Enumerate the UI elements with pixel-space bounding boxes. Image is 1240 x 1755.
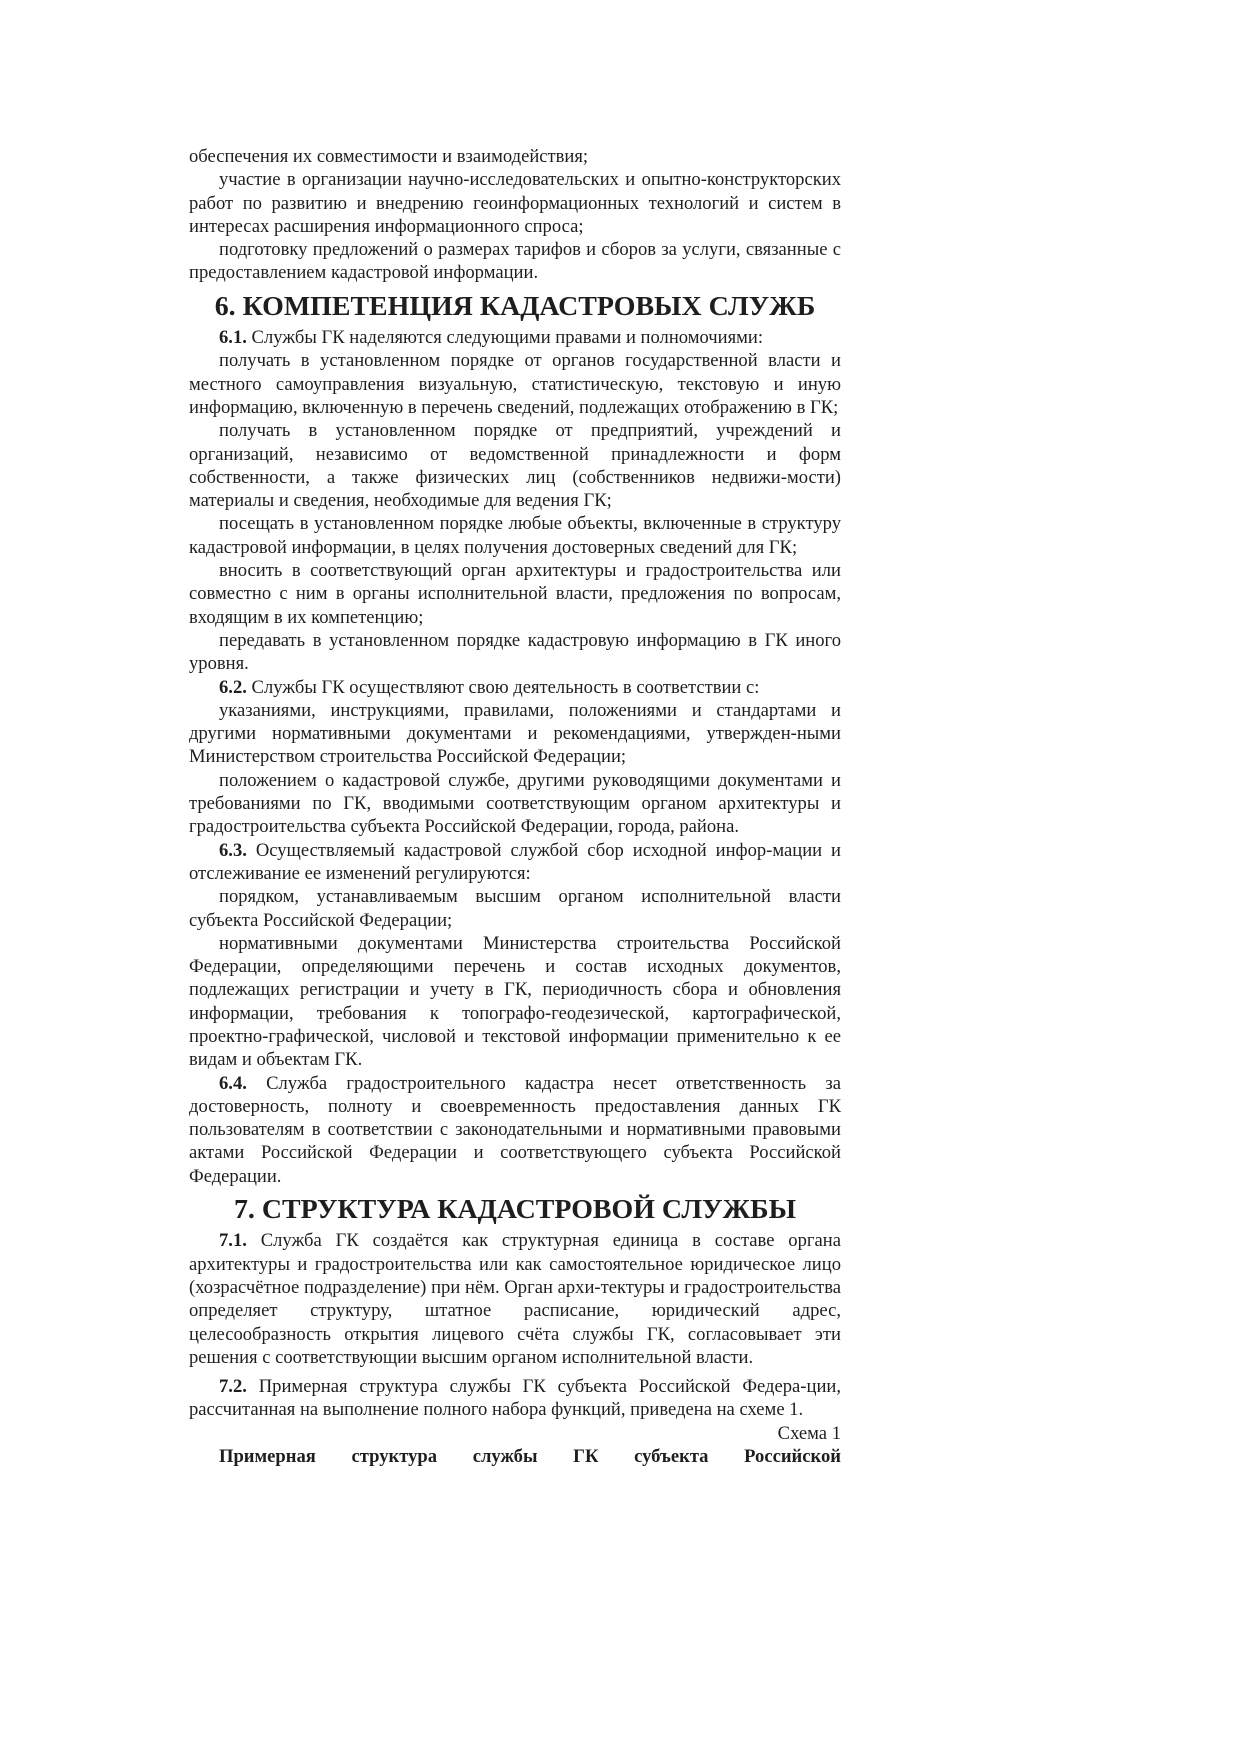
- item-7-2: [189, 1375, 841, 1422]
- intro-paragraph-3: подготовку предложений о размерах тарифов и сборов за услуги, связанные с предоставлением кадастровой информации.: [189, 239, 841, 284]
- schema-title: Примерная структура службы ГК субъекта Российской: [219, 1446, 841, 1468]
- item-6-4-text: Служба градостроительного кадастра несет ответственность за достоверность, полноту и своевременность предоставления данных ГК пользователям в соответствии с законодательными и нормативными правовыми актами Российской Федерации и соответствующего субъекта Российской Федерации.: [189, 1072, 841, 1187]
- item-6-2-text: Службы ГК осуществляют свою деятельность в соответствии с:: [246, 676, 760, 698]
- intro-paragraph-2: участие в организации научно-исследовательских и опытно-конструкторских работ по развитию и внедрению геоинформационных технологий и систем в интересах расширения информационного спроса;: [189, 169, 841, 237]
- item-6-1-number: 6.1.: [219, 327, 247, 349]
- schema-label: Схема 1: [777, 1422, 841, 1444]
- section-7-heading: 7. СТРУКТУРА КАДАСТРОВОЙ СЛУЖБЫ: [233, 1194, 796, 1226]
- item-6-1-subitem: получать в установленном порядке от предприятий, учреждений и организаций, независимо от ведомственной принадлежности и форм собственности, а также физических лиц (собственников недвижи-мости) материалы и сведения, необходимые для ведения ГК;: [189, 420, 841, 512]
- item-6-3-number: 6.3.: [219, 839, 247, 861]
- intro-paragraph-1: обеспечения их совместимости и взаимодействия;: [189, 146, 589, 167]
- item-6-2-subitem: указаниями, инструкциями, правилами, положениями и стандартами и другими нормативными документами и рекомендациями, утвержден-ными Министерством строительства Российской Федерации;: [189, 699, 841, 768]
- item-7-2-number: 7.2.: [219, 1376, 247, 1398]
- item-6-4: [189, 1072, 841, 1188]
- document-page: [189, 145, 841, 1468]
- item-6-3-subitem: порядком, устанавливаемым высшим органом исполнительной власти субъекта Российской Федерации;: [189, 886, 841, 931]
- item-6-1-text: Службы ГК наделяются следующими правами и полномочиями:: [246, 327, 764, 349]
- item-6-4-number: 6.4.: [219, 1072, 247, 1094]
- item-6-1: [189, 326, 841, 349]
- item-6-3-text: Осуществляемый кадастровой службой сбор исходной инфор-мации и отслеживание ее изменений регулируются:: [189, 839, 841, 884]
- item-6-2-subitem: положением о кадастровой службе, другими руководящими документами и требованиями по ГК, вводимыми соответствующим органом архитектуры и градостроительства субъекта Российской Федерации, города, района.: [189, 769, 841, 838]
- item-7-1-number: 7.1.: [219, 1230, 247, 1252]
- item-6-1-subitem: передавать в установленном порядке кадастровую информацию в ГК иного уровня.: [189, 629, 841, 675]
- item-6-2-number: 6.2.: [219, 676, 247, 698]
- item-7-2-text: Примерная структура службы ГК субъекта Российской Федера-ции, рассчитанная на выполнение полного набора функций, приведена на схеме 1.: [189, 1376, 841, 1421]
- item-7-1: [189, 1229, 841, 1369]
- item-6-1-subitem: посещать в установленном порядке любые объекты, включенные в структуру кадастровой информации, в целях получения достоверных сведений для ГК;: [189, 513, 841, 558]
- section-6-heading: 6. КОМПЕТЕНЦИЯ КАДАСТРОВЫХ СЛУЖБ: [214, 290, 816, 322]
- item-6-3: [189, 839, 841, 886]
- item-6-3-subitem: нормативными документами Министерства строительства Российской Федерации, определяющими перечень и состав исходных документов, подлежащих регистрации и учету в ГК, периодичность сбора и обновления информации, требования к топографо-геодезической, картографической, проектно-графической, числовой и текстовой информации применительно к ее видам и объектам ГК.: [189, 932, 841, 1071]
- item-6-1-subitem: получать в установленном порядке от органов государственной власти и местного самоуправления визуальную, статистическую, текстовую и иную информацию, включенную в перечень сведений, подлежащих отображению в ГК;: [189, 350, 841, 418]
- item-6-2: [189, 676, 841, 699]
- item-6-1-subitem: вносить в соответствующий орган архитектуры и градостроительства или совместно с ним в органы исполнительной власти, предложения по вопросам, входящим в их компетенцию;: [189, 560, 841, 628]
- item-7-1-text: Служба ГК создаётся как структурная единица в составе органа архитектуры и градостроительства или как самостоятельное юридическое лицо (хозрасчётное подразделение) при нём. Орган архи-тектуры и градостроительства определяет структуру, штатное расписание, юридический адрес, целесообразность открытия лицевого счёта службы ГК, согласовывает эти решения с соответствующии высшим органом исполнительной власти.: [189, 1230, 841, 1368]
